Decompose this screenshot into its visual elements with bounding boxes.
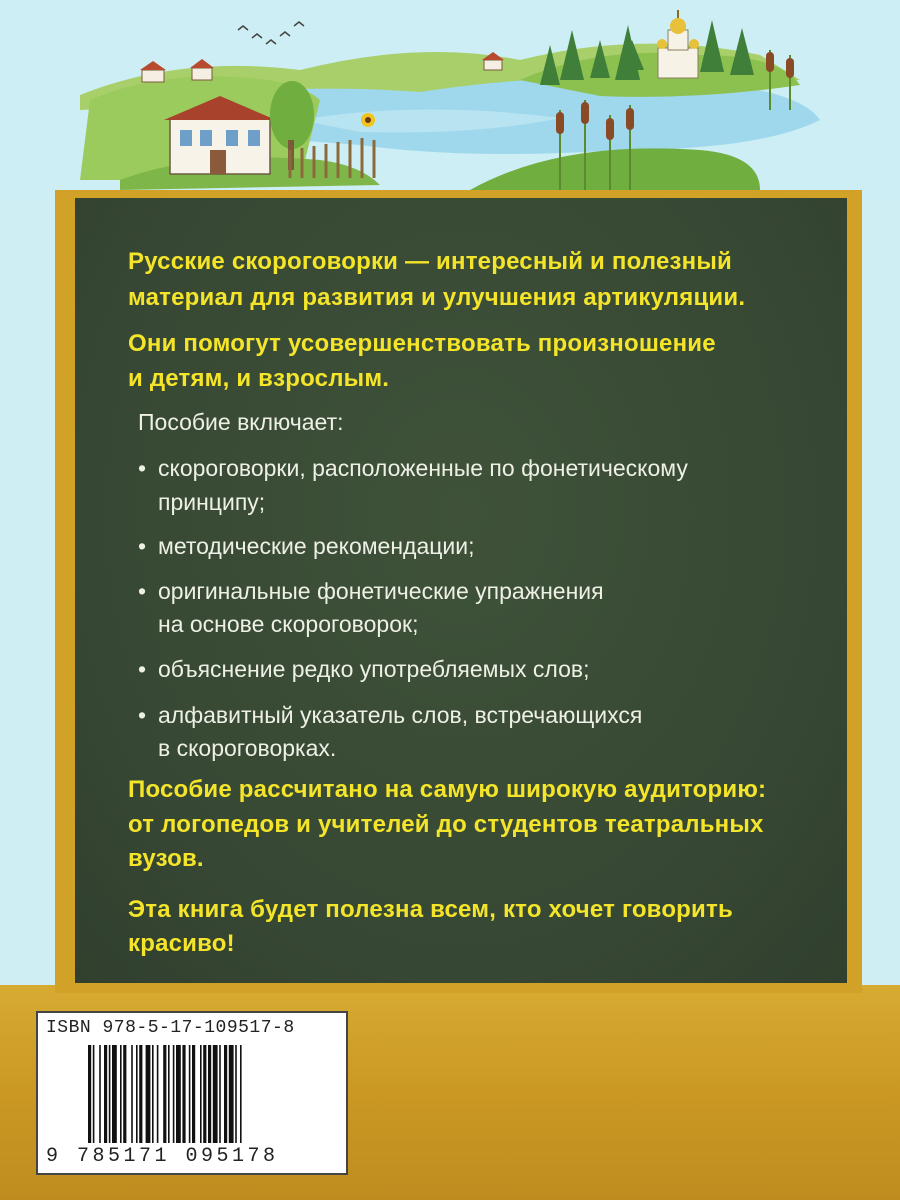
bullet-2-line-1: методические рекомендации; (158, 533, 475, 559)
barcode-digits: 9 785171 095178 (46, 1145, 279, 1168)
bullet-1-line-2: принципу; (158, 489, 266, 515)
includes-label: Пособие включает: (138, 409, 344, 435)
bullet-3-line-2: на основе скороговорок; (158, 611, 419, 637)
help-line-1: Они помогут усовершенствовать произношение (128, 330, 716, 357)
help-line-2: и детям, и взрослым. (128, 365, 390, 392)
audience-line-3: вузов. (128, 845, 204, 872)
audience-line-2: от логопедов и учителей до студентов театральных (128, 811, 764, 838)
intro-line-1: Русские скороговорки — интересный и полезный (128, 248, 732, 275)
bullet-3-line-1: оригинальные фонетические упражнения (158, 578, 604, 604)
bullet-marker: • (138, 533, 147, 559)
bullet-1-line-1: скороговорки, расположенные по фонетическому (158, 455, 688, 481)
isbn-label: ISBN 978-5-17-109517-8 (46, 1018, 295, 1038)
barcode-icon (88, 1045, 338, 1143)
bullet-marker: • (138, 455, 147, 481)
audience-line-1: Пособие рассчитано на самую широкую аудиторию: (128, 776, 767, 803)
isbn-barcode-block (36, 1011, 348, 1175)
village-landscape-illustration (0, 0, 900, 200)
bullet-5-line-1: алфавитный указатель слов, встречающихся (158, 702, 643, 728)
bullet-marker: • (138, 656, 147, 682)
closing-line-2: красиво! (128, 930, 235, 957)
bullet-5-line-2: в скороговорках. (158, 735, 337, 761)
closing-line-1: Эта книга будет полезна всем, кто хочет говорить (128, 896, 733, 923)
bullet-marker: • (138, 578, 147, 604)
bullet-marker: • (138, 702, 147, 728)
intro-line-2: материал для развития и улучшения артикуляции. (128, 284, 746, 311)
bullet-4-line-1: объяснение редко употребляемых слов; (158, 656, 590, 682)
